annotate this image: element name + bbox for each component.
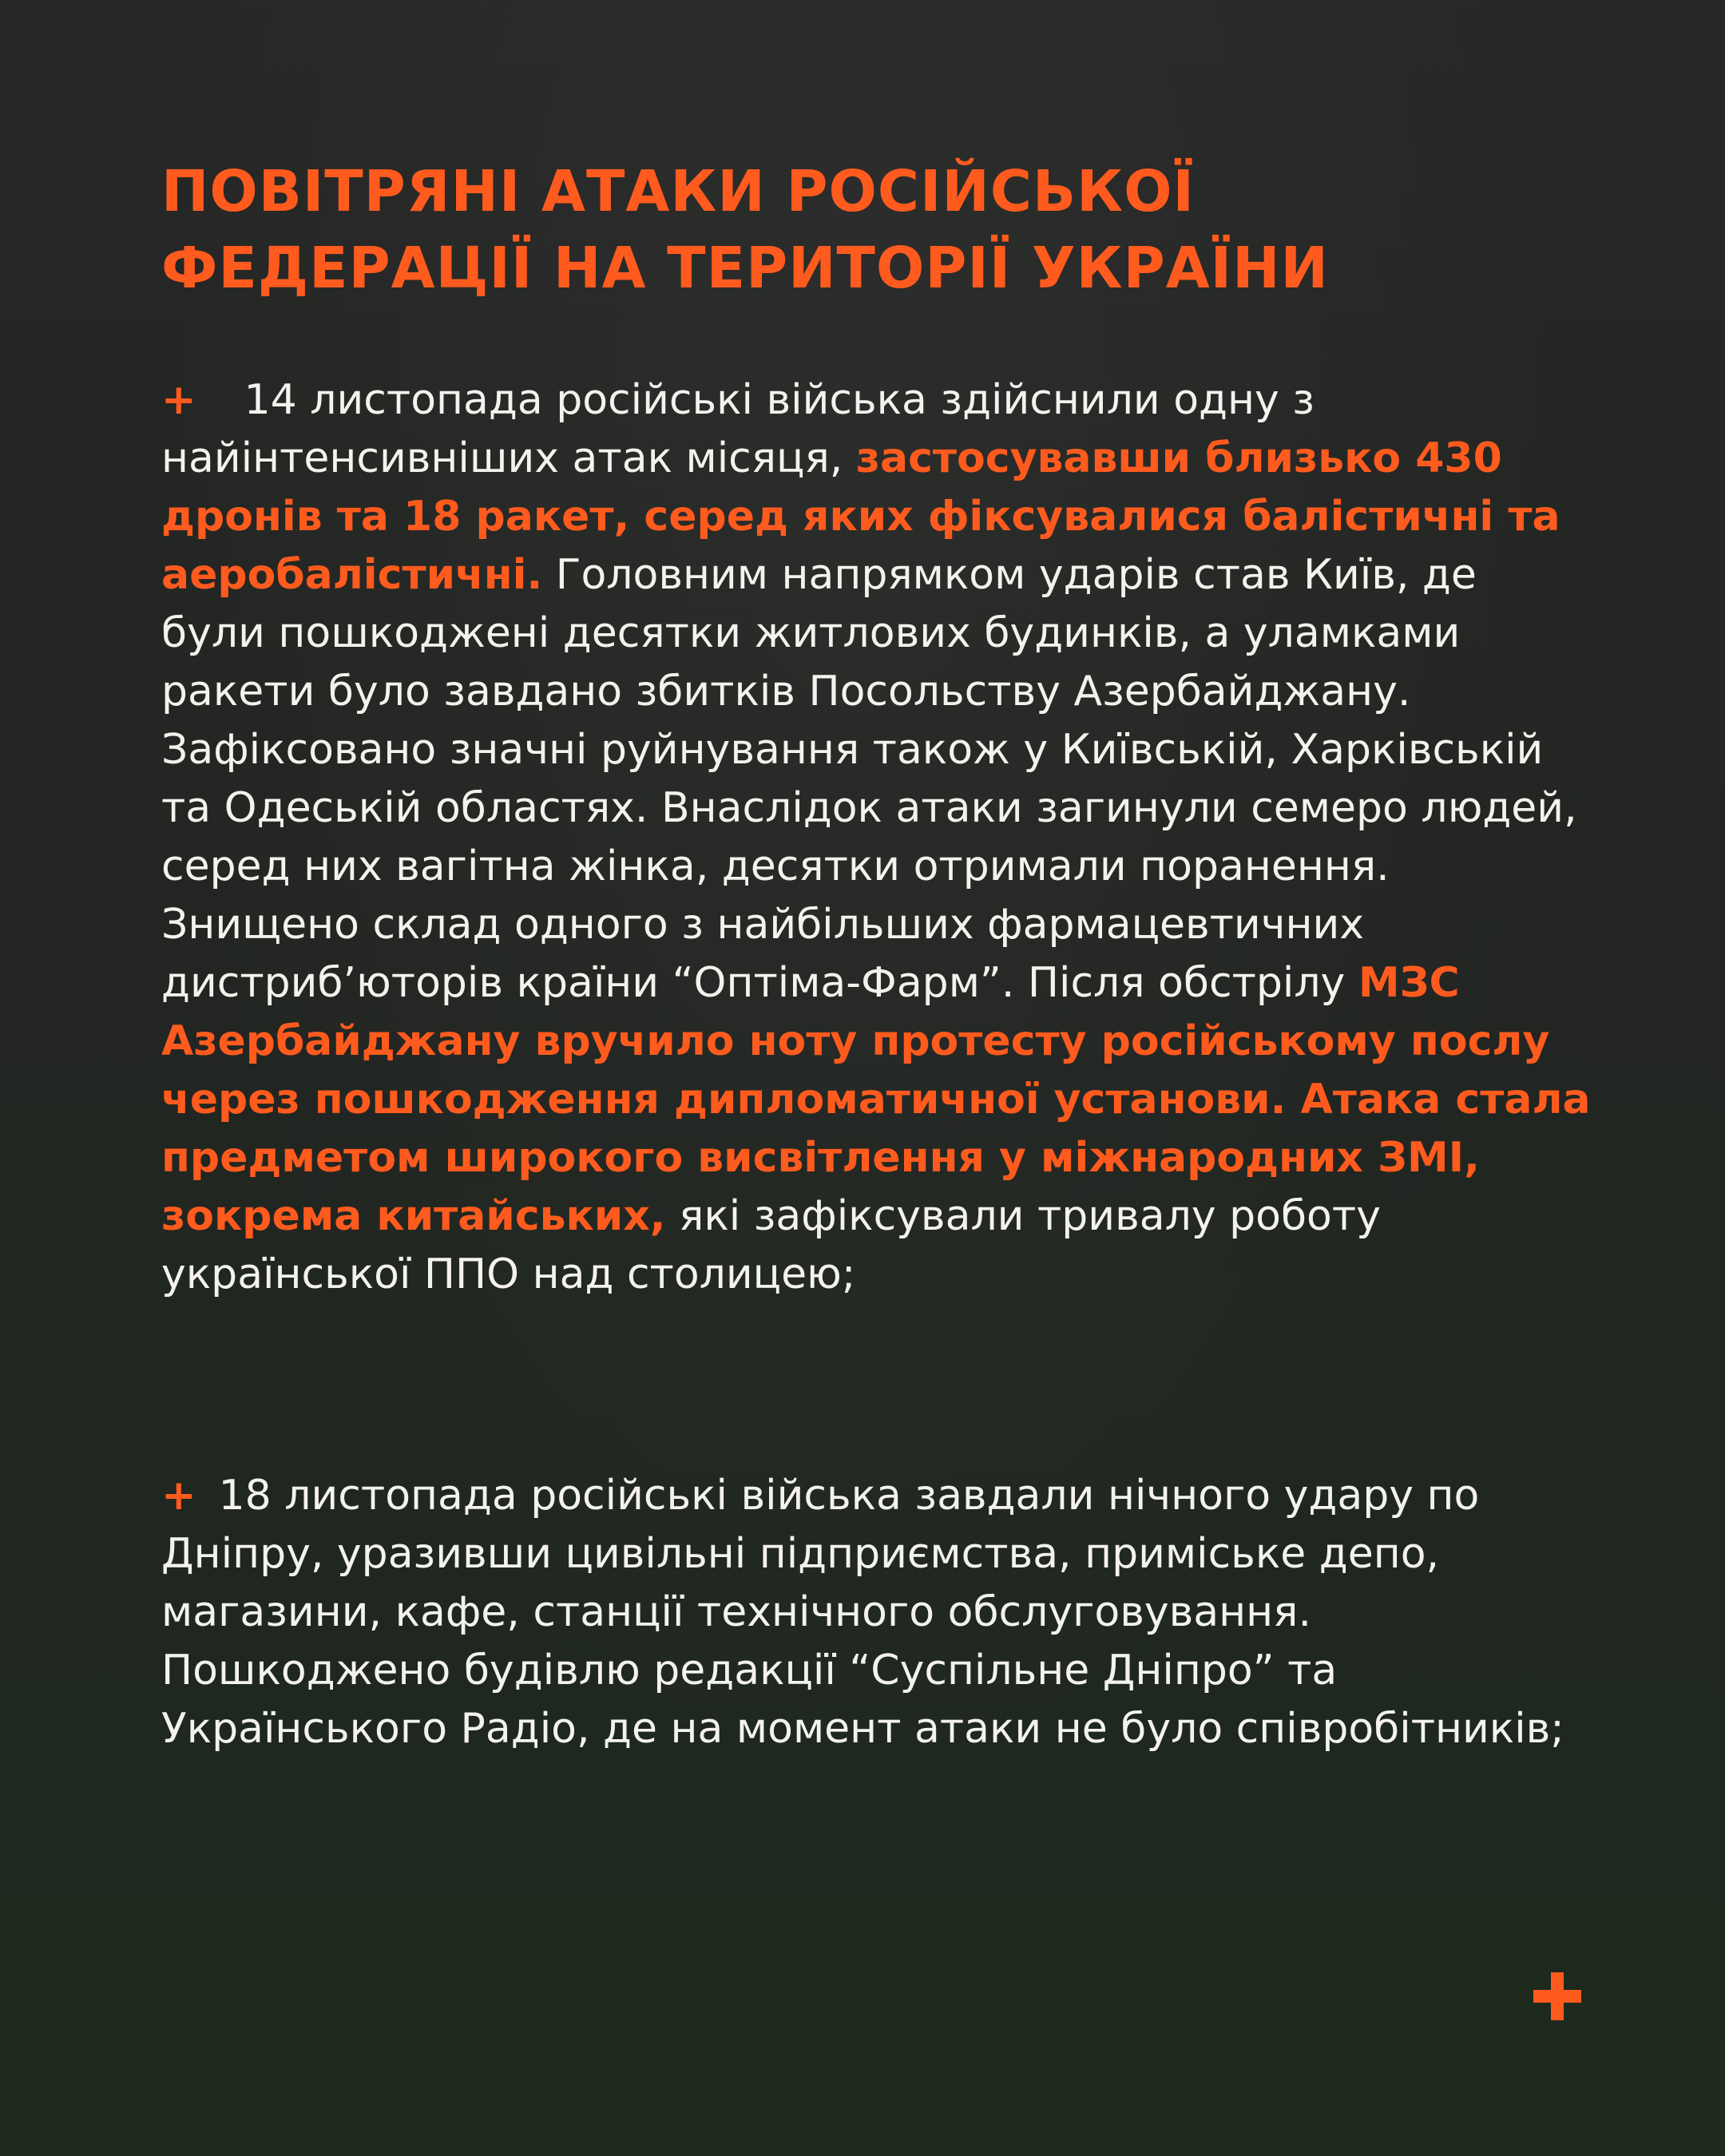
- paragraph-text: 18 листопада російські війська завдали нічного удару по Дніпру, уразивши цивільні підприємства, приміське депо, магазини, кафе, станції технічного обслуговування. Пошкоджено будівлю редакції “Суспільне Дніпро” та Українського Радіо, де на момент атаки не було співробітників;: [161, 1472, 1564, 1753]
- title-line-2: ФЕДЕРАЦІЇ НА ТЕРИТОРІЇ УКРАЇНИ: [161, 235, 1329, 301]
- paragraph-text: Головним напрямком ударів став Київ, де були пошкоджені десятки житлових будинків, а уламками ракети було завдано збитків Посольству Азербайджану. Зафіксовано значні руйнування також у Київській, Харківській та Одеській областях. Внаслідок атаки загинули семеро людей, серед них вагітна жінка, десятки отримали поранення. Знищено склад одного з найбільших фармацевтичних дистриб’юторів країни “Оптіма-Фарм”. Після обстрілу: [161, 551, 1577, 1007]
- paragraph-nov-14: [161, 371, 1591, 1304]
- plus-icon: [1533, 1972, 1581, 2020]
- paragraph-text: 14 листопада російські війська здійснили одну з найінтенсивніших атак місяця,: [161, 376, 1315, 482]
- page-title: [161, 153, 1599, 307]
- highlight-text: застосувавши близько 430 дронів та 18 ракет, серед яких фіксувалися балістичні та аеробалістичні.: [161, 434, 1560, 599]
- bullet-plus-icon: +: [161, 1472, 196, 1520]
- bullet-plus-icon: +: [161, 376, 196, 424]
- paragraph-text: які зафіксували тривалу роботу української ППО над столицею;: [161, 1192, 1381, 1298]
- highlight-text: МЗС Азербайджану вручило ноту протесту російському послу через пошкодження дипломатичної установи. Атака стала предметом широкого висвітлення у міжнародних ЗМІ, зокрема китайських,: [161, 959, 1591, 1240]
- paragraph-nov-18: [161, 1467, 1591, 1758]
- title-line-1: ПОВІТРЯНІ АТАКИ РОСІЙСЬКОЇ: [161, 158, 1195, 224]
